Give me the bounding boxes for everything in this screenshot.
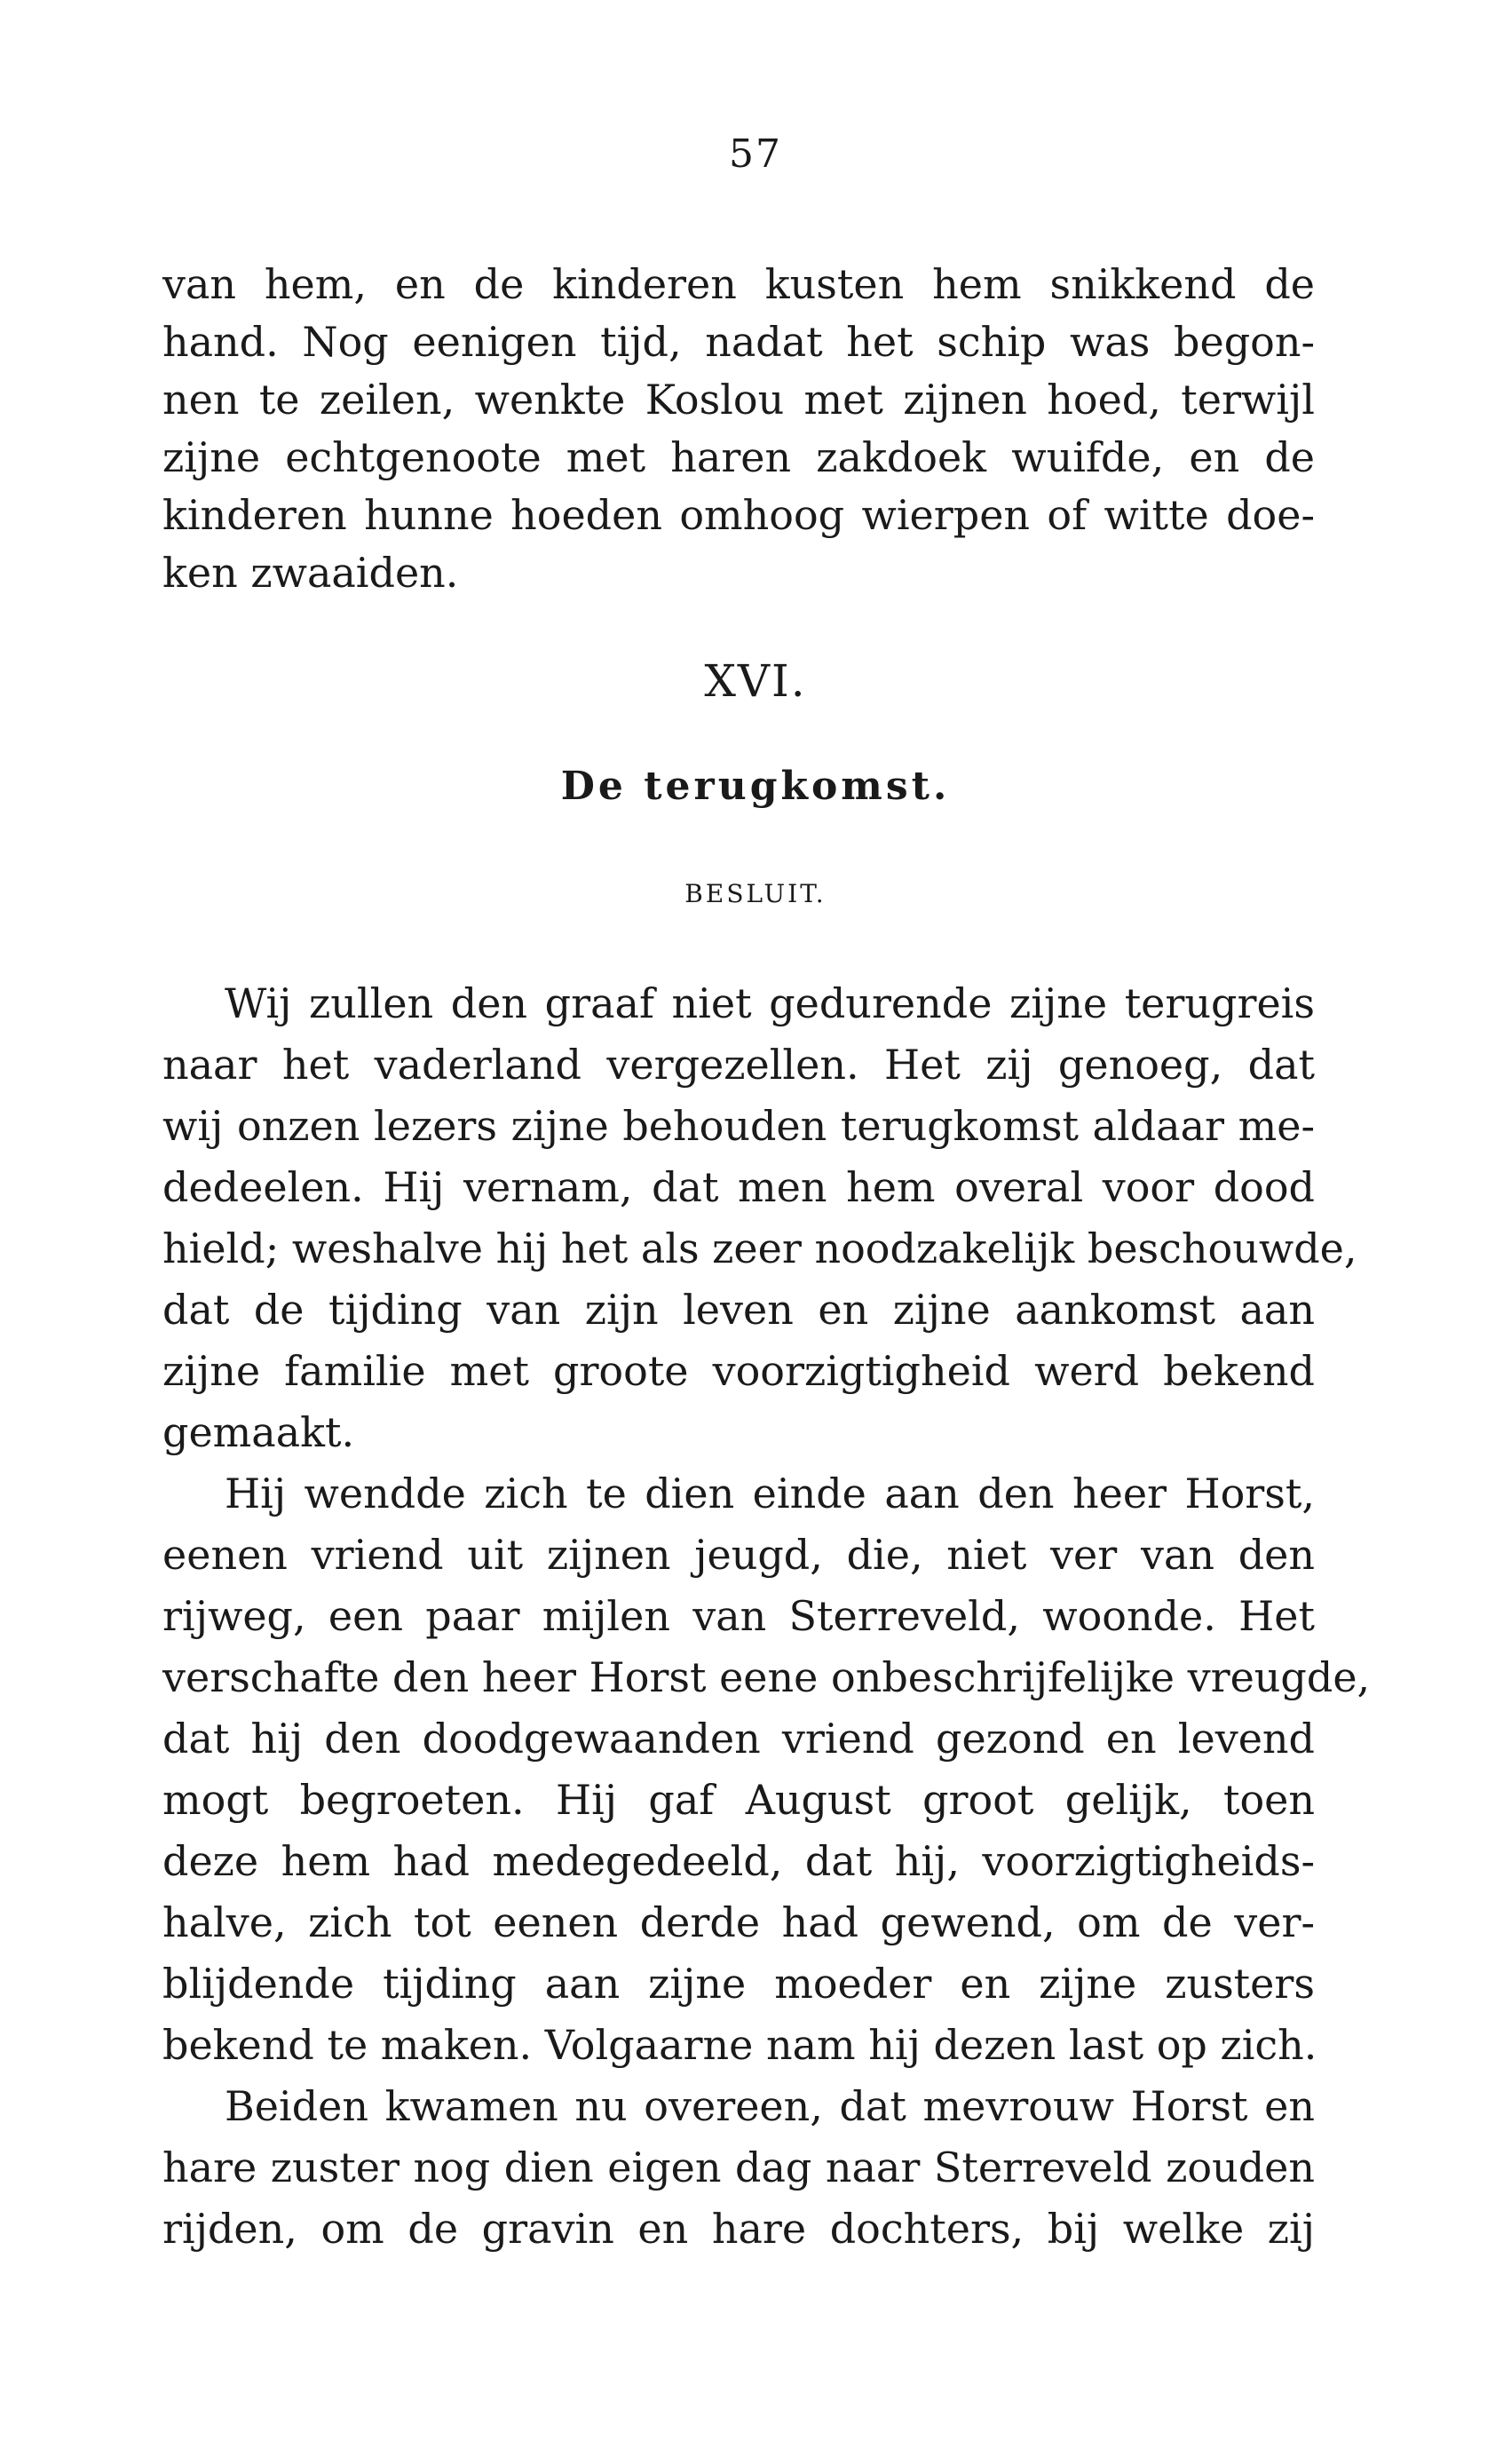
text-line: deze hem had medegedeeld, dat hij, voorzigtigheids- xyxy=(162,1837,1315,1885)
section-label: BESLUIT. xyxy=(684,879,827,908)
text-line: kinderen hunne hoeden omhoog wierpen of witte doe- xyxy=(162,491,1315,539)
text-line: Beiden kwamen nu overeen, dat mevrouw Horst en xyxy=(225,2082,1315,2130)
chapter-title: De terugkomst. xyxy=(560,764,951,809)
text-line: rijden, om de gravin en hare dochters, bij welke zij xyxy=(162,2205,1315,2253)
text-line: Hij wendde zich te dien einde aan den heer Horst, xyxy=(225,1470,1315,1517)
text-line: halve, zich tot eenen derde had gewend, om de ver- xyxy=(162,1898,1315,1946)
page-number: 57 xyxy=(729,131,782,177)
chapter-number: XVI. xyxy=(704,655,807,707)
text-line: hand. Nog eenigen tijd, nadat het schip was begon- xyxy=(162,318,1315,366)
text-line: blijdende tijding aan zijne moeder en zijne zusters xyxy=(162,1960,1315,2008)
text-line: zijne familie met groote voorzigtigheid werd bekend xyxy=(162,1347,1315,1395)
text-line: wij onzen lezers zijne behouden terugkomst aldaar me- xyxy=(162,1102,1315,1150)
text-line: gemaakt. xyxy=(162,1408,355,1456)
text-line: eenen vriend uit zijnen jeugd, die, niet ver van den xyxy=(162,1531,1315,1579)
text-line: ken zwaaiden. xyxy=(162,549,459,597)
text-line: dat hij den doodgewaanden vriend gezond en levend xyxy=(162,1715,1315,1763)
text-line: naar het vaderland vergezellen. Het zij genoeg, dat xyxy=(162,1041,1315,1089)
text-line: van hem, en de kinderen kusten hem snikkend de xyxy=(162,260,1315,308)
text-line: mogt begroeten. Hij gaf August groot gelijk, toen xyxy=(162,1776,1315,1824)
text-line: Wij zullen den graaf niet gedurende zijne terugreis xyxy=(225,979,1315,1027)
text-line: dat de tijding van zijn leven en zijne aankomst aan xyxy=(162,1286,1315,1334)
text-line: zijne echtgenoote met haren zakdoek wuifde, en de xyxy=(162,433,1315,481)
text-line: hield; weshalve hij het als zeer noodzakelijk beschouwde, xyxy=(162,1224,1357,1272)
text-line: nen te zeilen, wenkte Koslou met zijnen hoed, terwijl xyxy=(162,376,1315,424)
text-line: rijweg, een paar mijlen van Sterreveld, woonde. Het xyxy=(162,1592,1315,1640)
text-line: bekend te maken. Volgaarne nam hij dezen last op zich. xyxy=(162,2021,1317,2069)
text-line: dedeelen. Hij vernam, dat men hem overal voor dood xyxy=(162,1163,1315,1211)
text-line: verschafte den heer Horst eene onbeschrijfelijke vreugde, xyxy=(162,1653,1371,1701)
text-line: hare zuster nog dien eigen dag naar Sterreveld zouden xyxy=(162,2143,1315,2191)
